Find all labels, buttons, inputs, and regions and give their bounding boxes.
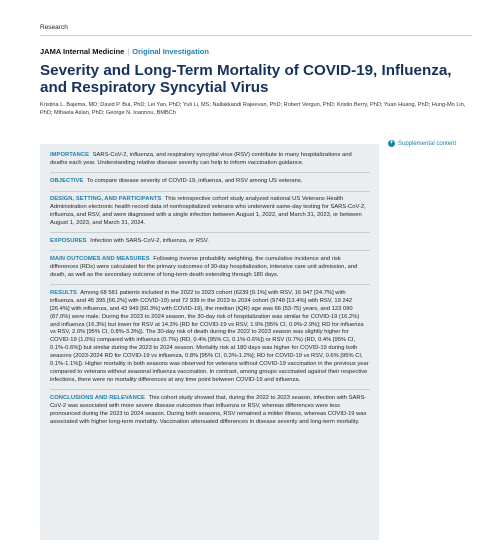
abstract-conclusions — [50, 395, 370, 427]
abstract-importance — [50, 152, 370, 168]
abstract-outcomes — [50, 256, 370, 280]
exposures-heading: EXPOSURES — [50, 237, 87, 244]
abstract-objective — [50, 178, 370, 186]
supplemental-content-link[interactable] — [388, 140, 456, 147]
objective-heading: OBJECTIVE — [50, 178, 84, 184]
conclusions-text: This cohort study showed that, during the 2022 to 2023 season, infection with SARS-CoV-2 was associated with more severe disease outcomes than influenza or RSV, whereas differences were less pronounced during the 2023 to 2024 season. During both seasons, RSV remained a milder illness, whereas COVID-19 was associated with higher long-term mortality. Vaccination attenuated differences in disease severity and long-term mortality. — [50, 394, 367, 425]
article-title: Severity and Long-Term Mortality of COVID-19, Influenza, and Respiratory Syncytial Virus — [40, 62, 452, 96]
design-heading: DESIGN, SETTING, AND PARTICIPANTS — [50, 196, 162, 203]
objective-text: To compare disease severity of COVID-19, influenza, and RSV among US veterans. — [86, 178, 303, 184]
section-label: Research — [40, 24, 68, 31]
abstract-content — [50, 152, 370, 431]
section-divider — [50, 389, 370, 390]
section-divider — [50, 191, 370, 192]
section-divider — [50, 284, 370, 285]
journal-separator: | — [127, 47, 130, 56]
outcomes-text: Following inverse probability weighting, the cumulative incidence and risk differences (RDs) were calculated for the primary outcomes of 30-day hospitalization, intensive care unit admission, and death, as well as the secondary outcome of long-term death extending through 180 days. — [50, 256, 358, 278]
section-divider — [50, 232, 370, 233]
design-text: This retrospective cohort study analyzed national US Veterans Health Administration electronic health record data of nonhospitalized veterans who underwent same-day testing for SARS-CoV-2, influenza, and RSV, and were diagnosed with a single infection between August 1, 2022, and March 31, 2023, or between August 1, 2023, and March 31, 2024. — [50, 196, 366, 226]
header-divider — [40, 35, 472, 36]
results-heading: RESULTS — [50, 289, 77, 296]
abstract-results — [50, 290, 370, 385]
section-divider — [50, 172, 370, 173]
results-text: Among 68 581 patients included in the 2022 to 2023 cohort (6239 [9.1%] with RSV, 16 947 [24.7%] with influenza, and 45 395 [66.2%] with COVID-19) and 72 939 in the 2023 to 2024 cohort (9748 [13.4%] with RSV, 19 242 [26.4%] with influenza, and 43 949 [60.3%] with COVID-19), the median (IQR) age was 66 (53-75) years, and 123 090 (87.0%) were male. During the 2023 to 2024 season, the 30-day risk of hospitalization was similar for COVID-19 (16.2%) and influenza (16.3%) but lower for RSV at 14.3% (RD for COVID-19 vs RSV, 1.9% [95% CI, 0.9%-2.9%]; RD for influenza vs RSV, 2.0% [95% CI, 0.8%-3.3%]). The 30-day risk of death during the 2022 to 2023 season was slightly higher for COVID-19 (1.0%) compared with influenza (0.7%) (RD, 0.4% [95% CI, 0.1%-0.6%]) or RSV (0.7%) (RD, 0.4% [95% CI, 0.1%-0.6%]) but similar during the 2023 to 2024 season. Mortality risk at 180 days was higher for COVID-19 during both seasons (2023-2024 RD for COVID-19 vs influenza, 0.8% [95% CI, 0.3%-1.2%]; RD for COVID-19 vs RSV, 0.6% [95% CI, 0.1%-1.1%]). Higher mortality in both seasons was observed for veterans without COVID-19 vaccination in the previous year compared to veterans without seasonal influenza vaccination. In contrast, among groups vaccinated against their respective infections, there were no mortality differences at any time point between COVID-19 and influenza. — [50, 289, 369, 383]
supplemental-content-label[interactable]: Supplemental content — [398, 140, 457, 147]
author-list: Kristina L. Bajema, MD; David P. Bui, PhD; Lei Yan, PhD; Yuli Li, MS; Nallakkandi Rajeevan, PhD; Robert Vergun, PhD; Kristin Berry, PhD; Yuan Huang, PhD; Hung-Mo Lin, PhD; Mihaela Aslan, PhD; George N. Ioannou, BMBCh — [40, 102, 466, 117]
abstract-design — [50, 196, 370, 228]
exposures-text: Infection with SARS-CoV-2, influenza, or RSV. — [90, 237, 209, 244]
conclusions-heading: CONCLUSIONS AND RELEVANCE — [50, 394, 145, 401]
importance-text: SARS-CoV-2, influenza, and respiratory syncytial virus (RSV) contribute to many hospitalizations and deaths each year. Understanding relative disease severity can help to inform vaccination guidance. — [50, 152, 352, 166]
article-type: Original Investigation — [132, 47, 209, 56]
abstract-box — [40, 144, 379, 540]
outcomes-heading: MAIN OUTCOMES AND MEASURES — [50, 256, 150, 262]
abstract-exposures — [50, 238, 370, 246]
section-divider — [50, 250, 370, 251]
importance-heading: IMPORTANCE — [50, 152, 90, 158]
plus-icon: + — [389, 140, 394, 146]
journal-line — [40, 47, 209, 56]
journal-name: JAMA Internal Medicine — [40, 47, 125, 56]
